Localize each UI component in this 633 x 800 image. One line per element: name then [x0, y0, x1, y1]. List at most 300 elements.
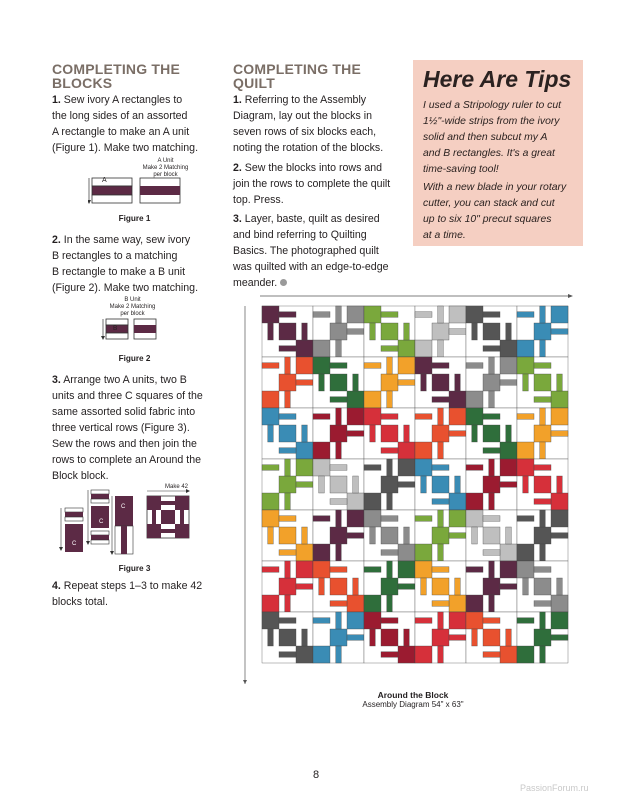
- c-square: [381, 323, 398, 340]
- strip: [381, 414, 398, 420]
- strip: [449, 635, 466, 641]
- c-square: [449, 306, 466, 323]
- c-square: [398, 357, 415, 374]
- strip: [432, 397, 449, 403]
- c-square: [500, 561, 517, 578]
- strip: [279, 516, 296, 522]
- c-square: [347, 408, 364, 425]
- strip: [540, 340, 546, 357]
- c-square: [381, 578, 398, 595]
- c-square: [364, 510, 381, 527]
- tips-line: solid and then subcut my A: [423, 132, 548, 143]
- middle-heading: [233, 62, 361, 90]
- c-square: [364, 612, 381, 629]
- c-square: [279, 578, 296, 595]
- strip: [489, 595, 495, 612]
- strip: [387, 391, 393, 408]
- c-square: [279, 374, 296, 391]
- strip: [506, 323, 512, 340]
- strip: [387, 357, 393, 374]
- strip: [387, 561, 393, 578]
- middle-step-1: [233, 92, 408, 156]
- strip: [489, 391, 495, 408]
- step-text: Referring to the Assembly: [244, 94, 367, 106]
- strip: [421, 476, 427, 493]
- strip: [421, 374, 427, 391]
- strip: [466, 465, 483, 471]
- strip: [302, 527, 308, 544]
- c-square: [330, 476, 347, 493]
- c-square: [449, 391, 466, 408]
- step-number: 4.: [52, 580, 61, 592]
- step-text: Block block.: [52, 470, 109, 482]
- strip: [370, 323, 376, 340]
- strip: [279, 312, 296, 318]
- figure-1-caption: Figure 1: [118, 214, 151, 223]
- strip: [381, 618, 398, 624]
- strip: [347, 533, 364, 539]
- strip: [268, 323, 274, 340]
- strip: [432, 465, 449, 471]
- c-square: [432, 425, 449, 442]
- strip: [330, 567, 347, 573]
- strip: [364, 465, 381, 471]
- c-square: [398, 646, 415, 663]
- c-square: [296, 340, 313, 357]
- figure-2-piece-label: B: [113, 325, 118, 332]
- strip: [336, 442, 342, 459]
- strip: [483, 414, 500, 420]
- strip: [506, 629, 512, 646]
- strip: [551, 533, 568, 539]
- c-square: [483, 578, 500, 595]
- strip: [353, 578, 359, 595]
- strip: [438, 646, 444, 663]
- tips-line: time-saving tool!: [423, 164, 499, 175]
- c-square: [330, 425, 347, 442]
- c-square: [517, 646, 534, 663]
- c-square: [551, 306, 568, 323]
- c-square: [381, 527, 398, 544]
- strip: [449, 533, 466, 539]
- strip: [557, 374, 563, 391]
- c-square: [381, 629, 398, 646]
- end-bullet-icon: [280, 279, 287, 286]
- step-text: meander.: [233, 277, 278, 289]
- strip: [432, 601, 449, 607]
- strip: [483, 550, 500, 556]
- step-text: units and three C squares of the: [52, 390, 203, 402]
- step-text: seven rows of six blocks each,: [233, 126, 377, 138]
- strip: [438, 340, 444, 357]
- middle-heading-line-2: QUILT: [233, 75, 275, 91]
- c-square: [449, 510, 466, 527]
- c-square: [415, 544, 432, 561]
- figure-3-make-label: Make 42: [165, 484, 189, 490]
- middle-heading-line-1: COMPLETING THE: [233, 61, 362, 77]
- c-square: [500, 544, 517, 561]
- figure-2-drawing: [100, 317, 190, 349]
- strip: [517, 414, 534, 420]
- strip: [500, 380, 517, 386]
- c-square: [432, 527, 449, 544]
- strip: [534, 397, 551, 403]
- c-square: [534, 374, 551, 391]
- figure-1-piece-label: A: [102, 177, 107, 184]
- middle-step-3: [233, 211, 411, 291]
- figure-3: [55, 484, 215, 559]
- strip: [472, 527, 478, 544]
- c-square: [398, 459, 415, 476]
- c-square: [262, 493, 279, 510]
- c-square: [449, 493, 466, 510]
- left-heading-line-1: COMPLETING THE: [52, 61, 181, 77]
- label-line: A Unit: [157, 158, 174, 164]
- c-square: [398, 442, 415, 459]
- strip: [557, 476, 563, 493]
- strip: [517, 516, 534, 522]
- strip: [506, 425, 512, 442]
- c-square: [262, 595, 279, 612]
- quilt-blocks: [262, 306, 568, 663]
- label-line: per block: [120, 311, 145, 317]
- watermark: PassionForum.ru: [520, 783, 589, 793]
- strip: [387, 493, 393, 510]
- strip: [489, 459, 495, 476]
- strip: [353, 374, 359, 391]
- strip: [438, 306, 444, 323]
- left-step-4: [52, 578, 217, 610]
- strip: [404, 425, 410, 442]
- strip: [534, 499, 551, 505]
- step-number: 3.: [233, 213, 242, 225]
- assembly-diagram: [238, 292, 583, 684]
- strip: [483, 516, 500, 522]
- c-square: [534, 527, 551, 544]
- c-square: [466, 408, 483, 425]
- tips-line: cutter, you can stack and cut: [423, 198, 555, 209]
- c-square: [534, 425, 551, 442]
- c-square: [381, 476, 398, 493]
- c-square: [398, 544, 415, 561]
- c-square: [313, 442, 330, 459]
- c-square: [517, 357, 534, 374]
- c-square: [313, 646, 330, 663]
- c-square: [364, 306, 381, 323]
- strip: [336, 510, 342, 527]
- step-text: B rectangle to make a B unit: [52, 266, 186, 278]
- strip: [540, 612, 546, 629]
- strip: [551, 635, 568, 641]
- strip: [483, 618, 500, 624]
- label-line: Make 2 Matching: [109, 304, 156, 310]
- figure-2: [100, 297, 190, 349]
- strip: [438, 612, 444, 629]
- c-square: [364, 493, 381, 510]
- c-square: [415, 459, 432, 476]
- c-square: [449, 408, 466, 425]
- step-text: Sew the rows and then join the: [52, 438, 197, 450]
- strip: [336, 544, 342, 561]
- strip: [381, 448, 398, 454]
- c-square: [262, 391, 279, 408]
- strip: [483, 448, 500, 454]
- strip: [398, 482, 415, 488]
- figure-3-c-label-1: C: [99, 519, 104, 525]
- strip: [313, 618, 330, 624]
- strip: [449, 329, 466, 335]
- c-square: [279, 629, 296, 646]
- c-square: [313, 340, 330, 357]
- strip: [517, 618, 534, 624]
- strip: [404, 323, 410, 340]
- c-square: [398, 340, 415, 357]
- strip: [285, 357, 291, 374]
- strip: [551, 431, 568, 437]
- c-square: [279, 476, 296, 493]
- strip: [540, 510, 546, 527]
- step-number: 1.: [233, 94, 242, 106]
- c-square: [551, 612, 568, 629]
- step-text: Repeat steps 1–3 to make 42: [63, 580, 203, 592]
- c-square: [296, 442, 313, 459]
- c-square: [330, 527, 347, 544]
- strip: [296, 584, 313, 590]
- left-heading-line-2: BLOCKS: [52, 75, 113, 91]
- diagram-subtitle: Assembly Diagram 54" x 63": [362, 700, 464, 709]
- strip: [523, 578, 529, 595]
- c-square: [432, 374, 449, 391]
- c-square: [347, 510, 364, 527]
- strip: [398, 380, 415, 386]
- strip: [489, 357, 495, 374]
- strip: [285, 493, 291, 510]
- strip: [432, 499, 449, 505]
- strip: [302, 323, 308, 340]
- strip: [466, 363, 483, 369]
- c-square: [364, 408, 381, 425]
- strip: [268, 629, 274, 646]
- strip: [347, 431, 364, 437]
- strip: [438, 544, 444, 561]
- strip: [432, 567, 449, 573]
- strip: [302, 425, 308, 442]
- diagram-title: Around the Block: [377, 690, 449, 700]
- tips-line: and B rectangles. It's a great: [423, 148, 555, 159]
- strip: [381, 516, 398, 522]
- c-square: [279, 527, 296, 544]
- left-heading: [52, 62, 180, 90]
- strip: [483, 312, 500, 318]
- c-square: [415, 357, 432, 374]
- step-text: Sew the blocks into rows and: [244, 162, 382, 174]
- strip: [415, 516, 432, 522]
- c-square: [432, 323, 449, 340]
- strip: [534, 465, 551, 471]
- step-text: the long sides of an assorted: [52, 110, 188, 122]
- c-square: [466, 510, 483, 527]
- c-square: [296, 459, 313, 476]
- strip: [279, 414, 296, 420]
- tips-paragraph-2: [423, 180, 583, 244]
- strip: [285, 561, 291, 578]
- c-square: [415, 561, 432, 578]
- strip: [285, 595, 291, 612]
- figure-3-c-label-2: C: [72, 541, 77, 547]
- step-number: 3.: [52, 374, 61, 386]
- strip: [279, 448, 296, 454]
- strip: [438, 408, 444, 425]
- tips-line: With a new blade in your rotary: [423, 182, 567, 193]
- c-square: [432, 629, 449, 646]
- strip: [523, 374, 529, 391]
- figure-2-caption: Figure 2: [118, 354, 151, 363]
- strip: [506, 527, 512, 544]
- strip: [398, 584, 415, 590]
- c-square: [500, 442, 517, 459]
- step-text: Sew ivory A rectangles to: [63, 94, 183, 106]
- strip: [364, 363, 381, 369]
- strip: [523, 476, 529, 493]
- strip: [551, 329, 568, 335]
- strip: [330, 601, 347, 607]
- c-square: [449, 595, 466, 612]
- step-text: (Figure 2). Make two matching.: [52, 282, 199, 294]
- strip: [336, 340, 342, 357]
- strip: [268, 527, 274, 544]
- c-square: [483, 323, 500, 340]
- strip: [415, 312, 432, 318]
- c-square: [466, 306, 483, 323]
- strip: [330, 499, 347, 505]
- c-square: [313, 561, 330, 578]
- figure-1: [88, 158, 198, 218]
- strip: [370, 425, 376, 442]
- strip: [319, 578, 325, 595]
- c-square: [347, 306, 364, 323]
- strip: [438, 442, 444, 459]
- c-square: [296, 646, 313, 663]
- c-square: [262, 510, 279, 527]
- c-square: [364, 391, 381, 408]
- figure-3-c-label-3: C: [121, 504, 126, 510]
- strip: [364, 567, 381, 573]
- step-number: 1.: [52, 94, 61, 106]
- label-line: Make 2 Matching: [142, 165, 189, 171]
- step-text: was quilted with an edge-to-edge: [233, 261, 389, 273]
- step-text: rows to complete an Around the: [52, 454, 201, 466]
- step-text: (Figure 1). Make two matching.: [52, 142, 199, 154]
- strip: [347, 635, 364, 641]
- strip: [472, 425, 478, 442]
- strip: [387, 459, 393, 476]
- strip: [296, 380, 313, 386]
- strip: [432, 363, 449, 369]
- c-square: [364, 595, 381, 612]
- c-square: [551, 510, 568, 527]
- c-square: [483, 629, 500, 646]
- strip: [279, 618, 296, 624]
- c-square: [432, 476, 449, 493]
- c-square: [296, 544, 313, 561]
- c-square: [517, 340, 534, 357]
- c-square: [500, 646, 517, 663]
- c-square: [279, 425, 296, 442]
- strip: [421, 578, 427, 595]
- label-line: per block: [153, 172, 178, 178]
- strip: [540, 544, 546, 561]
- strip: [336, 306, 342, 323]
- c-square: [517, 442, 534, 459]
- strip: [262, 363, 279, 369]
- strip: [330, 465, 347, 471]
- c-square: [347, 391, 364, 408]
- step-text: noting the rotation of the blocks.: [233, 142, 384, 154]
- strip: [268, 425, 274, 442]
- c-square: [432, 578, 449, 595]
- strip: [557, 578, 563, 595]
- strip: [262, 465, 279, 471]
- c-square: [313, 544, 330, 561]
- step-text: Arrange two A units, two B: [63, 374, 187, 386]
- c-square: [551, 408, 568, 425]
- tips-line: I used a Stripology ruler to cut: [423, 100, 562, 111]
- label-line: B Unit: [124, 297, 141, 303]
- figure-3-caption: Figure 3: [118, 564, 151, 573]
- c-square: [279, 323, 296, 340]
- c-square: [347, 612, 364, 629]
- c-square: [330, 374, 347, 391]
- middle-step-2: [233, 160, 411, 208]
- strip: [534, 363, 551, 369]
- c-square: [262, 612, 279, 629]
- strip: [540, 408, 546, 425]
- tips-line: at a time.: [423, 230, 466, 241]
- left-step-3: [52, 372, 217, 484]
- c-square: [381, 374, 398, 391]
- strip: [517, 312, 534, 318]
- strip: [455, 374, 461, 391]
- strip: [381, 346, 398, 352]
- strip: [319, 476, 325, 493]
- strip: [404, 527, 410, 544]
- c-square: [262, 408, 279, 425]
- strip: [285, 391, 291, 408]
- strip: [489, 561, 495, 578]
- c-square: [330, 323, 347, 340]
- c-square: [483, 374, 500, 391]
- step-text: blocks total.: [52, 596, 108, 608]
- strip: [330, 397, 347, 403]
- strip: [415, 414, 432, 420]
- c-square: [517, 544, 534, 561]
- strip: [353, 476, 359, 493]
- tips-box: [413, 60, 583, 246]
- strip: [313, 414, 330, 420]
- left-step-2: [52, 232, 217, 296]
- step-text: and bind referring to Quilting: [233, 229, 367, 241]
- strip: [381, 652, 398, 658]
- strip: [404, 629, 410, 646]
- c-square: [381, 425, 398, 442]
- strip: [381, 550, 398, 556]
- strip: [540, 646, 546, 663]
- dimension-arrow-top: [568, 294, 573, 298]
- c-square: [415, 442, 432, 459]
- c-square: [347, 595, 364, 612]
- strip: [540, 442, 546, 459]
- strip: [330, 363, 347, 369]
